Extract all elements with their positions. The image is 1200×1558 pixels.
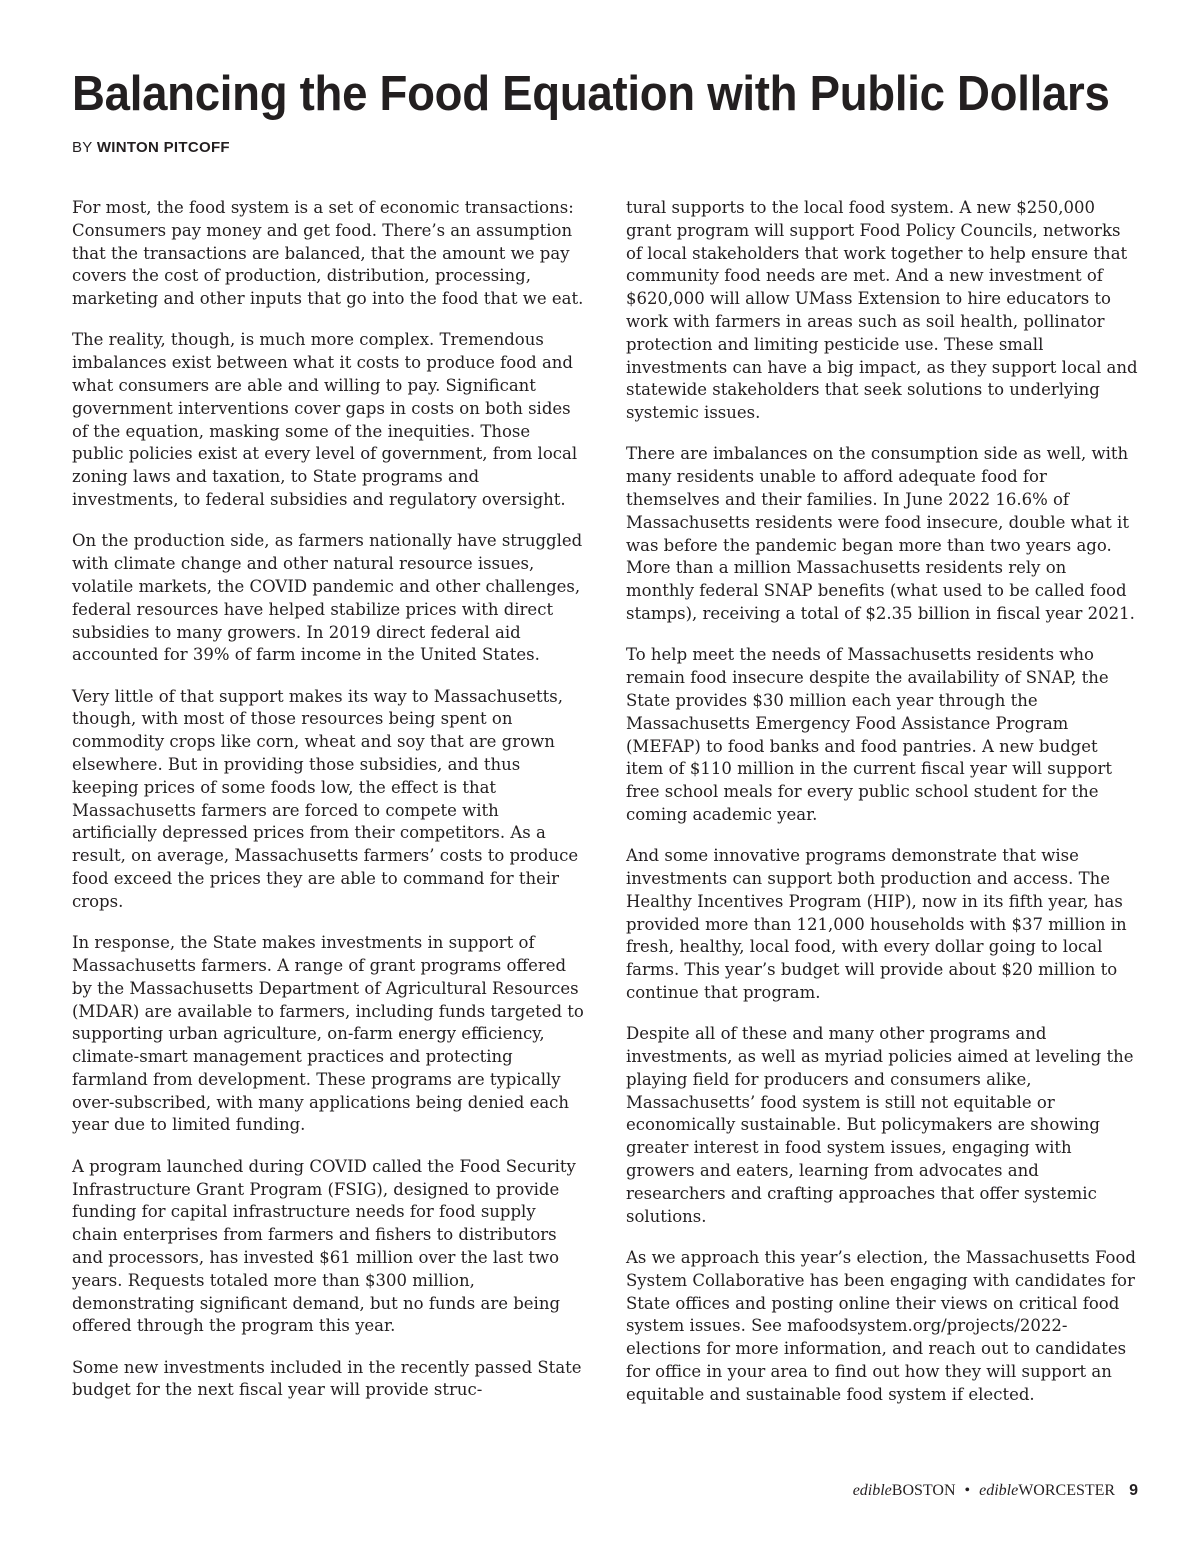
article-title: Balancing the Food Equation with Public Dollars: [72, 67, 1110, 121]
paragraph: And some innovative programs demonstrate that wise investments can support both production and access. The Healthy Incentives Program (HIP), now in its fifth year, has provided more than 121,000 households with $37 million in fresh, healthy, local food, with every dollar going to local farms. This year’s budget will provide about $20 million to continue that program.: [626, 846, 1127, 1002]
paragraph: Despite all of these and many other programs and investments, as well as myriad policies aimed at leveling the playing field for producers and consumers alike, Massachusetts’ food system is still not equitable or economically sustainable. But policymakers are showing greater interest in food system issues, engaging with growers and eaters, learning from advocates and researchers and crafting approaches that offer systemic solutions.: [626, 1024, 1134, 1226]
publication-name: WORCESTER: [1018, 1482, 1116, 1499]
paragraph: On the production side, as farmers nationally have struggled with climate change and other natural resource issues, volatile markets, the COVID pandemic and other challenges, federal resources have helped stabilize prices with direct subsidies to many growers. In 2019 direct federal aid accounted for 39% of farm income in the United States.: [72, 531, 583, 665]
publication-prefix: edible: [852, 1482, 892, 1499]
paragraph: Some new investments included in the recently passed State budget for the next fiscal year will provide struc-: [72, 1357, 582, 1400]
publication-name: BOSTON: [891, 1482, 956, 1499]
paragraph: To help meet the needs of Massachusetts residents who remain food insecure despite the availability of SNAP, the State provides $30 million each year through the Massachusetts Emergency Food Assistance Program (MEFAP) to food banks and food pantries. A new budget item of $110 million in the current fiscal year will support free school meals for every public school student for the coming academic year.: [626, 645, 1112, 824]
left-column: [72, 197, 584, 1421]
paragraph: The reality, though, is much more complex. Tremendous imbalances exist between what it costs to produce food and what consumers are able and willing to pay. Significant government interventions cover gaps in costs on both sides of the equation, masking some of the inequities. Those public policies exist at every level of government, from local zoning laws and taxation, to State programs and investments, to federal subsidies and regulatory oversight.: [72, 330, 578, 510]
paragraph: A program launched during COVID called the Food Security Infrastructure Grant Program (FSIG), designed to provide funding for capital infrastructure needs for food supply chain enterprises from farmers and fishers to distributors and processors, has invested $61 million over the last two years. Requests totaled more than $300 million, demonstrating significant demand, but no funds are being offered through the program this year.: [72, 1156, 576, 1336]
publication-prefix: edible: [979, 1482, 1019, 1499]
paragraph: There are imbalances on the consumption side as well, with many residents unable to afford adequate food for themselves and their families. In June 2022 16.6% of Massachusetts residents were food insecure, double what it was before the pandemic began more than two years ago. More than a million Massachusetts residents rely on monthly federal SNAP benefits (what used to be called food stamps), receiving a total of $2.35 billion in fiscal year 2021.: [626, 444, 1135, 624]
paragraph: As we approach this year’s election, the Massachusetts Food System Collaborative has been engaging with candidates for State offices and posting online their views on critical food system issues. See mafoodsystem.org/projects/2022-elections for more information, and reach out to candidates for office in your area to find out how they will support an equitable and sustainable food system if elected.: [626, 1247, 1136, 1404]
right-column: [626, 197, 1138, 1425]
paragraph: For most, the food system is a set of economic transactions: Consumers pay money and get food. There’s an assumption that the transactions are balanced, that the amount we pay covers the cost of production, distribution, processing, marketing and other inputs that go into the food that we eat.: [72, 198, 584, 309]
paragraph: In response, the State makes investments in support of Massachusetts farmers. A range of grant programs offered by the Massachusetts Department of Agricultural Resources (MDAR) are available to farmers, including funds targeted to supporting urban agriculture, on-farm energy efficiency, climate-smart management practices and protecting farmland from development. These programs are typically over-subscribed, with many applications being denied each year due to limited funding.: [72, 933, 584, 1135]
paragraph: Very little of that support makes its way to Massachusetts, though, with most of those resources being spent on commodity crops like corn, wheat and soy that are grown elsewhere. But in providing those subsidies, and thus keeping prices of some foods low, the effect is that Massachusetts farmers are forced to compete with artificially depressed prices from their competitors. As a result, on average, Massachusetts farmers’ costs to produce food exceed the prices they are able to command for their crops.: [72, 686, 579, 911]
paragraph: tural supports to the local food system. A new $250,000 grant program will support Food Policy Councils, networks of local stakeholders that work together to help ensure that community food needs are met. And a new investment of $620,000 will allow UMass Extension to hire educators to work with farmers in areas such as soil health, pollinator protection and limiting pesticide use. These small investments can have a big impact, as they support local and statewide stakeholders that seek solutions to underlying systemic issues.: [626, 198, 1138, 423]
author-name: WINTON PITCOFF: [96, 139, 230, 156]
byline-prefix: BY: [72, 139, 93, 156]
page-footer: [853, 1480, 1138, 1502]
footer-separator: •: [964, 1482, 971, 1499]
page-number: 9: [1129, 1482, 1138, 1499]
byline: [72, 138, 230, 158]
